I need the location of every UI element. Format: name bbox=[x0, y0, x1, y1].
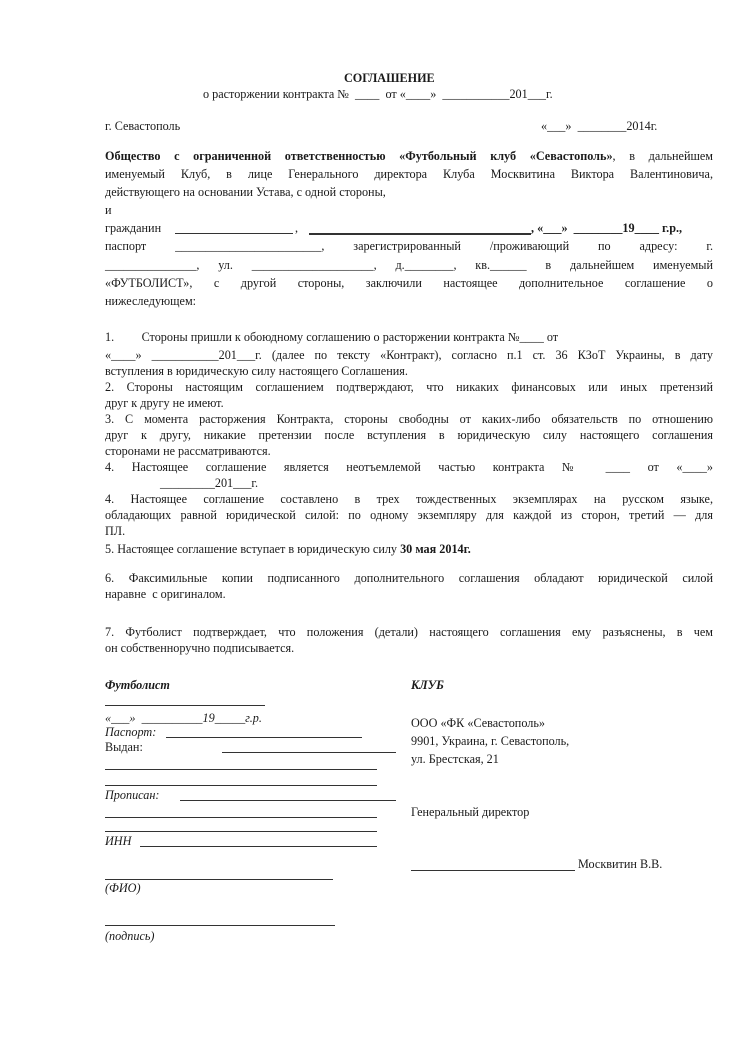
clause-8-line-1: 7. Футболист подтверждает, что положения (детали) настоящего соглашения ему разъяснены, в чем bbox=[105, 625, 713, 639]
club-director-name: Москвитин В.В. bbox=[578, 857, 663, 871]
signature-label: (подпись) bbox=[105, 929, 155, 943]
clause-1-line-3: вступления в юридическую силу настоящего Соглашения. bbox=[105, 364, 408, 378]
passport-label: Паспорт: bbox=[105, 725, 157, 739]
clause-5-line-3: ПЛ. bbox=[105, 524, 126, 538]
club-heading: КЛУБ bbox=[411, 678, 444, 692]
clause-5-line-2: обладающих равной юридической силой: по одному экземпляру для каждой из сторон, третий — для bbox=[105, 508, 713, 522]
registered-blank-2 bbox=[105, 817, 377, 818]
clause-7-line-1: 6. Факсимильные копии подписанного дополнительного соглашения обладают юридической силой bbox=[105, 571, 713, 585]
document-subtitle: о расторжении контракта № ____ от «____» ___________201___г. bbox=[203, 87, 553, 101]
citizen-name-blank bbox=[175, 233, 293, 234]
registered-label: Прописан: bbox=[105, 788, 160, 802]
preamble-line-1 bbox=[105, 149, 713, 164]
document-title: СОГЛАШЕНИЕ bbox=[344, 71, 435, 85]
footballer-birth-date: «___» __________19_____г.р. bbox=[105, 711, 262, 725]
issued-label: Выдан: bbox=[105, 740, 143, 754]
passport-line: паспорт ________________________, зарегистрированный /проживающий по адресу: г. bbox=[105, 239, 713, 253]
preamble-end: нижеследующем: bbox=[105, 294, 197, 308]
clause-3-line-2: друг к другу, никакие претензии после вступления в юридическую силу настоящего соглашения bbox=[105, 428, 713, 442]
preamble-line-3: действующего на основании Устава, с одной стороны, bbox=[105, 185, 386, 199]
clause-3-line-1: 3. С момента расторжения Контракта, стороны свободны от каких-либо обязательств по отношению bbox=[105, 412, 713, 426]
club-director-position: Генеральный директор bbox=[411, 805, 530, 819]
issued-blank-1 bbox=[222, 752, 396, 753]
issued-blank-3 bbox=[105, 785, 377, 786]
preamble-line-2: именуемый Клуб, в лице Генерального директора Клуба Москвитина Виктора Валентиновича, bbox=[105, 167, 713, 181]
citizen-fullname-blank bbox=[309, 233, 531, 235]
effective-date: 30 мая 2014г. bbox=[400, 542, 471, 556]
registered-blank-3 bbox=[105, 831, 377, 832]
clause-2-line-2: друг к другу не имеют. bbox=[105, 396, 224, 410]
signature-blank bbox=[105, 925, 335, 926]
club-address-2: ул. Брестская, 21 bbox=[411, 752, 499, 766]
clause-6 bbox=[105, 542, 471, 557]
footballer-line: «ФУТБОЛИСТ», с другой стороны, заключили настоящее дополнительное соглашение о bbox=[105, 276, 713, 290]
clause-5-line-1: 4. Настоящее соглашение составлено в трех тождественных экземплярах на русском языке, bbox=[105, 492, 713, 506]
fio-blank bbox=[105, 879, 333, 880]
inn-blank bbox=[140, 846, 377, 847]
registered-blank-1 bbox=[180, 800, 396, 801]
inn-label: ИНН bbox=[105, 834, 132, 848]
clause-1-line-1: 1. Стороны пришли к обоюдному соглашению о расторжении контракта №____ от bbox=[105, 330, 559, 344]
and-word: и bbox=[105, 203, 112, 217]
citizen-label: гражданин bbox=[105, 221, 162, 235]
club-address-1: 9901, Украина, г. Севастополь, bbox=[411, 734, 570, 748]
clause-4-line-2: _________201___г. bbox=[160, 476, 259, 490]
club-org-name: ООО «ФК «Севастополь» bbox=[411, 716, 545, 730]
citizen-comma: , bbox=[295, 221, 299, 235]
club-full-name: Общество с ограниченной ответственностью «Футбольный клуб «Севастополь» bbox=[105, 149, 613, 163]
issued-blank-2 bbox=[105, 769, 377, 770]
address-line: _______________, ул. ____________________, д.________, кв.______ в дальнейшем именуемый bbox=[105, 258, 713, 272]
clause-1-line-2: «____» ___________201___г. (далее по тексту «Контракт), согласно п.1 ст. 36 КЗоТ Украины, в дату bbox=[105, 348, 713, 362]
clause-7-line-2: наравне с оригиналом. bbox=[105, 587, 226, 601]
citizen-birth-date: , «___» ________19____ г.р., bbox=[531, 221, 683, 235]
director-signature-blank bbox=[411, 870, 575, 871]
clause-3-line-3: сторонами не рассматриваются. bbox=[105, 444, 271, 458]
passport-blank bbox=[166, 737, 362, 738]
clause-6-text: 5. Настоящее соглашение вступает в юридическую силу bbox=[105, 542, 401, 556]
preamble-line-1-rest: , в дальнейшем bbox=[612, 149, 713, 163]
footballer-heading: Футболист bbox=[105, 678, 170, 692]
clause-4-line-1: 4. Настоящее соглашение является неотъемлемой частью контракта № ____ от «____» bbox=[105, 460, 713, 474]
fio-label: (ФИО) bbox=[105, 881, 141, 895]
city: г. Севастополь bbox=[105, 119, 181, 133]
clause-8-line-2: он собственноручно подписывается. bbox=[105, 641, 295, 655]
clause-2-line-1: 2. Стороны настоящим соглашением подтверждают, что никаких финансовых или иных претензий bbox=[105, 380, 713, 394]
footballer-heading-rule bbox=[105, 705, 265, 706]
document-date: «___» ________2014г. bbox=[541, 119, 658, 133]
